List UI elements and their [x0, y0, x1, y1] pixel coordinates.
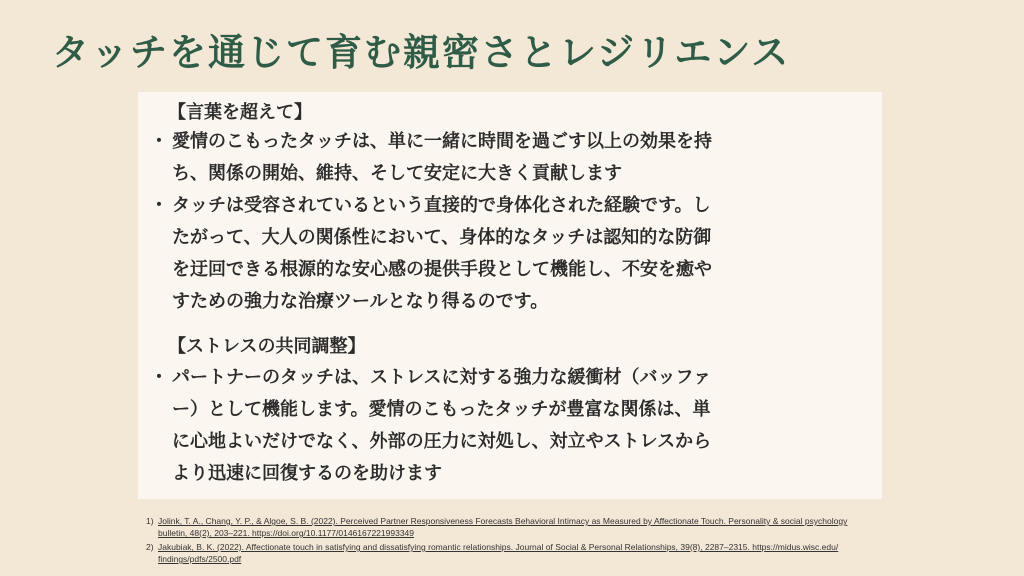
bullet-stress-buffer [150, 362, 870, 490]
slide-title: タッチを通じて育む親密さとレジリエンス [52, 31, 791, 74]
bullet-mark: ・ [150, 195, 168, 216]
bullet-line: タッチは受容されているという直接的で身体化された経験です。し [172, 195, 711, 216]
bullet-mark: ・ [150, 131, 168, 152]
reference-item [146, 515, 976, 539]
bullet-line: すための強力な治療ツールとなり得るのです。 [172, 291, 549, 312]
section-heading-beyond-words: 【言葉を超えて】 [168, 102, 312, 123]
bullet-embodied-experience [150, 190, 870, 318]
reference-item [146, 541, 976, 565]
reference-link[interactable]: bulletin, 48(2), 203–221. https://doi.org/10.1177/0146167221993349 [158, 528, 414, 538]
bullet-line: ち、関係の開始、維持、そして安定に大きく貢献します [172, 163, 622, 184]
reference-link[interactable]: Jolink, T. A., Chang, Y. P., & Algoe, S. B. (2022). Perceived Partner Responsiveness Forecasts Behavioral Intimacy as Measured by Affectionate Touch. Personality & social psychology [158, 516, 848, 526]
section-heading-stress-coregulation: 【ストレスの共同調整】 [168, 336, 366, 357]
bullet-line: パートナーのタッチは、ストレスに対する強力な緩衝材（バッファ [172, 367, 712, 388]
reference-link[interactable]: findings/pdfs/2500.pdf [158, 554, 242, 564]
bullet-affectionate-touch [150, 126, 870, 190]
bullet-line: 愛情のこもったタッチは、単に一緒に時間を過ごす以上の効果を持 [172, 131, 712, 152]
reference-link[interactable]: Jakubiak, B. K. (2022). Affectionate touch in satisfying and dissatisfying romantic relationships. Journal of Social & Personal Relationships, 39(8), 2287–2315. https://midus.wisc.edu/ [158, 542, 839, 552]
bullet-line: を迂回できる根源的な安心感の提供手段として機能し、不安を癒や [172, 259, 712, 280]
bullet-line: たがって、大人の関係性において、身体的なタッチは認知的な防御 [172, 227, 712, 248]
reference-number: 2) [146, 542, 154, 552]
content-box [138, 92, 882, 499]
bullet-mark: ・ [150, 367, 168, 388]
bullet-line: ー）として機能します。愛情のこもったタッチが豊富な関係は、単 [172, 399, 711, 420]
bullet-line: に心地よいだけでなく、外部の圧力に対処し、対立やストレスから [172, 431, 712, 452]
references [146, 515, 976, 567]
bullet-line: より迅速に回復するのを助けます [172, 463, 442, 484]
reference-number: 1) [146, 516, 154, 526]
